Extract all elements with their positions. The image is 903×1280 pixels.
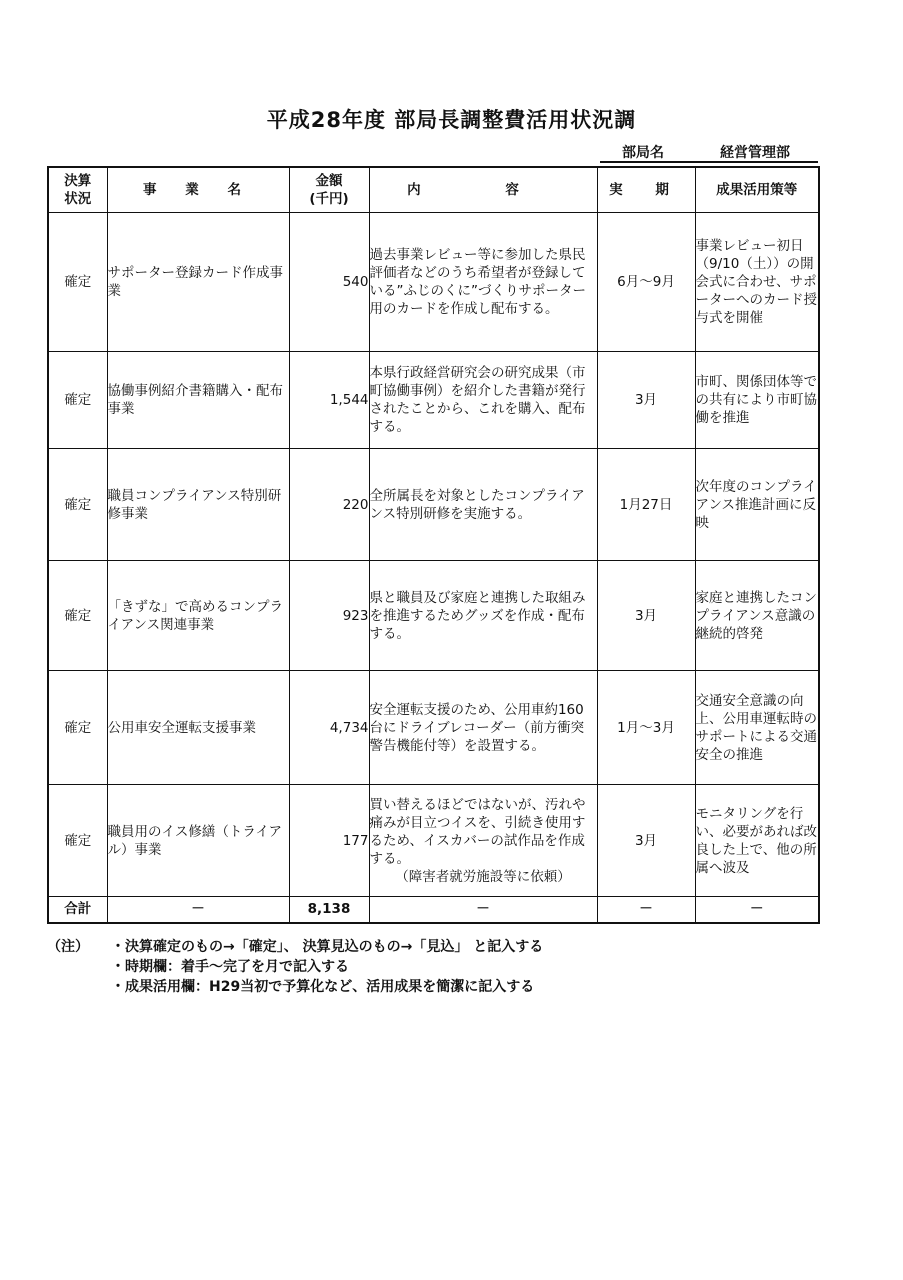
total-period-cell: － — [597, 897, 695, 923]
project-name-cell: 「きずな」で高めるコンプライアンス関連事業 — [107, 561, 289, 671]
status-cell: 確定 — [48, 785, 107, 897]
total-name-cell: － — [107, 897, 289, 923]
project-name-cell: 職員用のイス修繕（トライアル）事業 — [107, 785, 289, 897]
total-label-cell: 合計 — [48, 897, 107, 923]
status-cell: 確定 — [48, 449, 107, 561]
amount-cell: 923 — [289, 561, 369, 671]
project-name-cell: 協働事例紹介書籍購入・配布事業 — [107, 352, 289, 449]
status-cell: 確定 — [48, 352, 107, 449]
total-content-cell: － — [369, 897, 597, 923]
status-cell: 確定 — [48, 671, 107, 785]
period-cell: 1月～3月 — [597, 671, 695, 785]
amount-cell: 540 — [289, 213, 369, 352]
status-cell: 確定 — [48, 213, 107, 352]
header-result: 成果活用策等 — [695, 167, 819, 213]
content-cell: 安全運転支援のため、公用車約160台にドライブレコーダー（前方衝突警告機能付等）を設置する。 — [369, 671, 597, 785]
result-cell: モニタリングを行い、必要があれば改良した上で、他の所属へ波及 — [695, 785, 819, 897]
period-cell: 3月 — [597, 352, 695, 449]
content-text: 買い替えるほどではないが、汚れや痛みが目立つイスを、引続き使用するため、イスカバーの試作品を作成する。 — [369, 796, 586, 867]
amount-cell: 177 — [289, 785, 369, 897]
table-row — [48, 671, 819, 785]
content-cell: 県と職員及び家庭と連携した取組みを推進するためグッズを作成・配布する。 — [369, 561, 597, 671]
period-cell: 6月～9月 — [597, 213, 695, 352]
result-cell: 交通安全意識の向上、公用車運転時のサポートによる交通安全の推進 — [695, 671, 819, 785]
content-cell: 全所属長を対象としたコンプライアンス特別研修を実施する。 — [369, 449, 597, 561]
department-label: 部局名 — [622, 145, 664, 161]
page-title: 平成28年度 部局長調整費活用状況調 — [266, 108, 637, 132]
project-name-cell: サポーター登録カード作成事業 — [107, 213, 289, 352]
department-value: 経営管理部 — [720, 145, 790, 161]
content-cell: 本県行政経営研究会の研究成果（市町協働事例）を紹介した書籍が発行されたことから、これを購入、配布する。 — [369, 352, 597, 449]
note-line: ・時期欄：着手～完了を月で記入する — [111, 959, 349, 975]
header-status: 決算 状況 — [48, 167, 107, 213]
status-cell: 確定 — [48, 561, 107, 671]
content-note: （障害者就労施設等に依頼） — [395, 868, 571, 885]
result-cell: 事業レビュー初日（9/10（土））の開会式に合わせ、サポーターへのカード授与式を開催 — [695, 213, 819, 352]
content-cell: 過去事業レビュー等に参加した県民評価者などのうち希望者が登録している”ふじのくに”づくりサポーター用のカードを作成し配布する。 — [369, 213, 597, 352]
result-cell: 次年度のコンプライアンス推進計画に反映 — [695, 449, 819, 561]
table-row — [48, 561, 819, 671]
header-period: 実 期 — [597, 167, 695, 213]
header-name: 事 業 名 — [107, 167, 289, 213]
result-cell: 家庭と連携したコンプライアンス意識の継続的啓発 — [695, 561, 819, 671]
notes-head: （注） — [47, 939, 89, 955]
period-cell: 1月27日 — [597, 449, 695, 561]
department-field — [600, 140, 818, 163]
content-cell — [369, 785, 597, 897]
header-content: 内 容 — [369, 167, 597, 213]
usage-table — [47, 166, 820, 924]
total-row — [48, 897, 819, 923]
total-amount-cell: 8,138 — [289, 897, 369, 923]
table-row — [48, 352, 819, 449]
note-line: ・決算確定のもの→「確定」、 決算見込のもの→「見込」 と記入する — [111, 939, 544, 955]
amount-cell: 1,544 — [289, 352, 369, 449]
table-row — [48, 785, 819, 897]
period-cell: 3月 — [597, 785, 695, 897]
amount-cell: 4,734 — [289, 671, 369, 785]
project-name-cell: 職員コンプライアンス特別研修事業 — [107, 449, 289, 561]
total-result-cell: － — [695, 897, 819, 923]
project-name-cell: 公用車安全運転支援事業 — [107, 671, 289, 785]
note-line: ・成果活用欄：H29当初で予算化など、活用成果を簡潔に記入する — [111, 979, 535, 995]
table-row — [48, 213, 819, 352]
period-cell: 3月 — [597, 561, 695, 671]
amount-cell: 220 — [289, 449, 369, 561]
table-row — [48, 449, 819, 561]
header-amount: 金額 (千円) — [289, 167, 369, 213]
header-row — [48, 167, 819, 213]
result-cell: 市町、関係団体等での共有により市町協働を推進 — [695, 352, 819, 449]
